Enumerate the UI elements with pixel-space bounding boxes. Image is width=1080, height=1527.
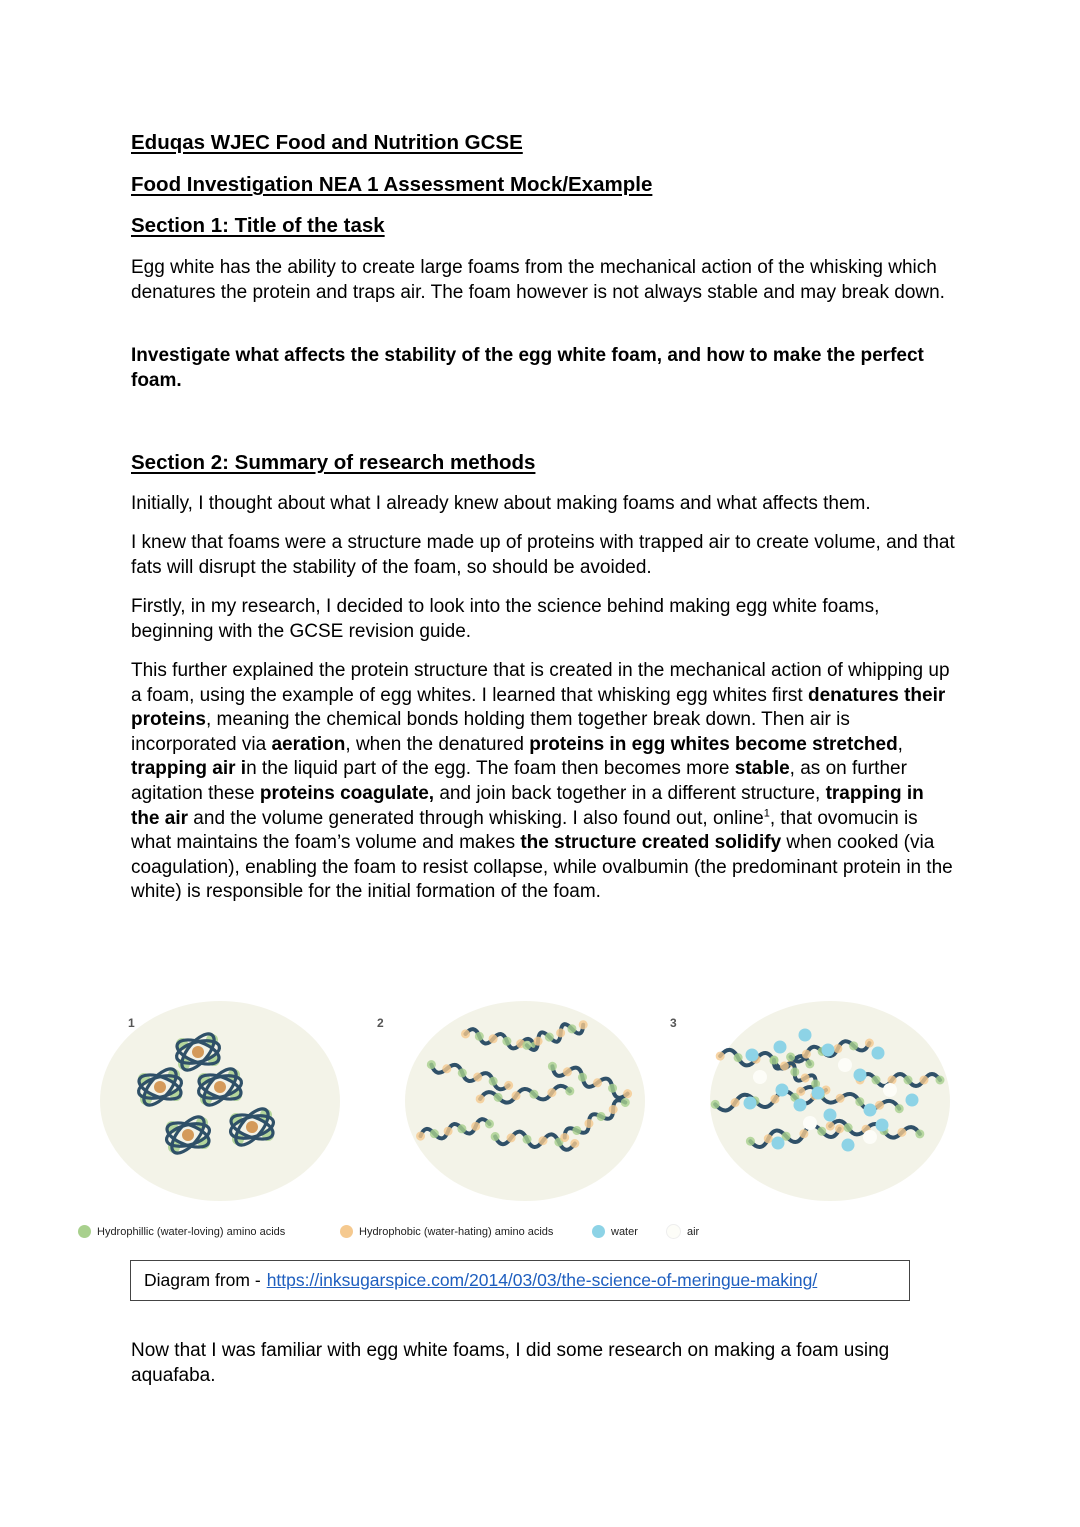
hydrophilic-swatch-icon xyxy=(78,1225,91,1238)
water-droplet xyxy=(872,1047,885,1060)
bold-term: proteins coagulate, xyxy=(259,782,435,804)
panel-1-label: 1 xyxy=(128,1016,135,1030)
text-run: and join back together in a different structure, xyxy=(434,782,826,804)
caption-prefix: Diagram from - xyxy=(144,1270,261,1290)
hydrophobic-core xyxy=(192,1046,204,1058)
air-swatch-icon xyxy=(666,1224,681,1239)
hydrophobic-core xyxy=(214,1081,226,1093)
bold-term: denatures their proteins xyxy=(131,684,946,731)
hydrophilic-amino-acid xyxy=(872,1076,881,1085)
diagram-legend xyxy=(78,1224,699,1239)
hydrophobic-amino-acid xyxy=(920,1076,929,1085)
water-droplet xyxy=(864,1104,877,1117)
text-run: , that ovomucin is what maintains the foam’s volume and makes xyxy=(131,807,918,854)
air-bubble xyxy=(838,1058,852,1072)
water-droplet xyxy=(824,1109,837,1122)
hydrophobic-core xyxy=(246,1121,258,1133)
legend-item-water xyxy=(592,1225,666,1238)
bold-term: the structure created solidify xyxy=(520,832,782,854)
text-run: , meaning the chemical bonds holding them together break down. Then air is incorporated via xyxy=(131,709,850,755)
air-bubble xyxy=(803,1116,817,1130)
water-droplet xyxy=(772,1137,785,1150)
water-droplet xyxy=(876,1119,889,1132)
section2-paragraph-3: Firstly, in my research, I decided to look into the science behind making egg white foams, beginning with the GCSE revision guide. xyxy=(131,596,880,642)
legend-label: water xyxy=(611,1225,638,1238)
bold-term: aeration xyxy=(271,733,346,755)
air-bubble xyxy=(863,1130,877,1144)
hydrophobic-core xyxy=(182,1129,194,1141)
section2-paragraph-4 xyxy=(131,659,956,905)
section2-paragraph-1: Initially, I thought about what I already knew about making foams and what affects them. xyxy=(131,493,871,514)
diagram-canvas xyxy=(70,995,960,1220)
document-subtitle: Food Investigation NEA 1 Assessment Mock/Example xyxy=(131,173,653,196)
source-link[interactable]: https://inksugarspice.com/2014/03/03/the-science-of-meringue-making/ xyxy=(266,1270,818,1290)
legend-label: air xyxy=(687,1225,700,1238)
air-bubble xyxy=(753,1070,767,1084)
section1-task: Investigate what affects the stability of the egg white foam, and how to make the perfect foam. xyxy=(131,345,924,391)
hydrophilic-amino-acid xyxy=(904,1076,913,1085)
panel-2-background xyxy=(405,1001,645,1201)
water-droplet xyxy=(822,1044,835,1057)
text-run: , when the denatured xyxy=(345,733,530,755)
water-droplet xyxy=(906,1094,919,1107)
water-swatch-icon xyxy=(592,1225,605,1238)
footnote-marker[interactable]: 1 xyxy=(763,807,770,820)
text-run: when cooked (via coagulation), enabling the foam to resist collapse, while ovalbumin (the predominant protein in the white) is responsible for the initial formation of the foam. xyxy=(131,832,953,903)
water-droplet xyxy=(842,1139,855,1152)
hydrophobic-swatch-icon xyxy=(340,1225,353,1238)
bold-term: trapping air i xyxy=(131,758,247,780)
water-droplet xyxy=(854,1069,867,1082)
water-droplet xyxy=(744,1097,757,1110)
water-droplet xyxy=(799,1029,812,1042)
diagram-caption-box xyxy=(130,1260,910,1301)
text-run: , xyxy=(897,733,903,755)
section2-paragraph-2: I knew that foams were a structure made up of proteins with trapped air to create volume, and that fats will disrupt the stability of the foam, so should be avoided. xyxy=(131,532,955,578)
text-run: n the liquid part of the egg. The foam then becomes more xyxy=(246,758,735,780)
legend-item-hydrophobic xyxy=(340,1225,592,1238)
text-run: and the volume generated through whisking. I also found out, online xyxy=(188,807,764,829)
bold-term: trapping in the air xyxy=(131,782,924,829)
legend-item-air xyxy=(666,1224,699,1239)
water-droplet xyxy=(774,1041,787,1054)
legend-item-hydrophilic xyxy=(78,1225,340,1238)
water-droplet xyxy=(812,1087,825,1100)
panel-2-label: 2 xyxy=(377,1016,384,1030)
hydrophobic-core xyxy=(154,1081,166,1093)
bold-term: proteins in egg whites become stretched xyxy=(529,733,898,755)
air-bubble xyxy=(883,1083,897,1097)
section1-heading: Section 1: Title of the task xyxy=(131,214,385,237)
water-droplet xyxy=(746,1049,759,1062)
text-run: This further explained the protein structure that is created in the mechanical action of whipping up a foam, using the example of egg whites. I learned that whisking egg whites first xyxy=(131,660,950,706)
legend-label: Hydrophillic (water-loving) amino acids xyxy=(97,1225,286,1238)
section2-heading: Section 2: Summary of research methods xyxy=(131,451,536,474)
bold-term: stable xyxy=(734,758,790,780)
hydrophilic-amino-acid xyxy=(936,1076,945,1085)
document-title: Eduqas WJEC Food and Nutrition GCSE xyxy=(131,131,523,154)
water-droplet xyxy=(794,1099,807,1112)
legend-label: Hydrophobic (water-hating) amino acids xyxy=(359,1225,554,1238)
water-droplet xyxy=(776,1084,789,1097)
section1-intro: Egg white has the ability to create large foams from the mechanical action of the whisking which denatures the protein and traps air. The foam however is not always stable and may break down. xyxy=(131,257,945,303)
protein-foam-diagram xyxy=(70,995,960,1245)
text-run: , as on further agitation these xyxy=(131,758,907,804)
section2-paragraph-5: Now that I was familiar with egg white foams, I did some research on making a foam using aquafaba. xyxy=(131,1340,890,1386)
panel-3-label: 3 xyxy=(670,1016,677,1030)
